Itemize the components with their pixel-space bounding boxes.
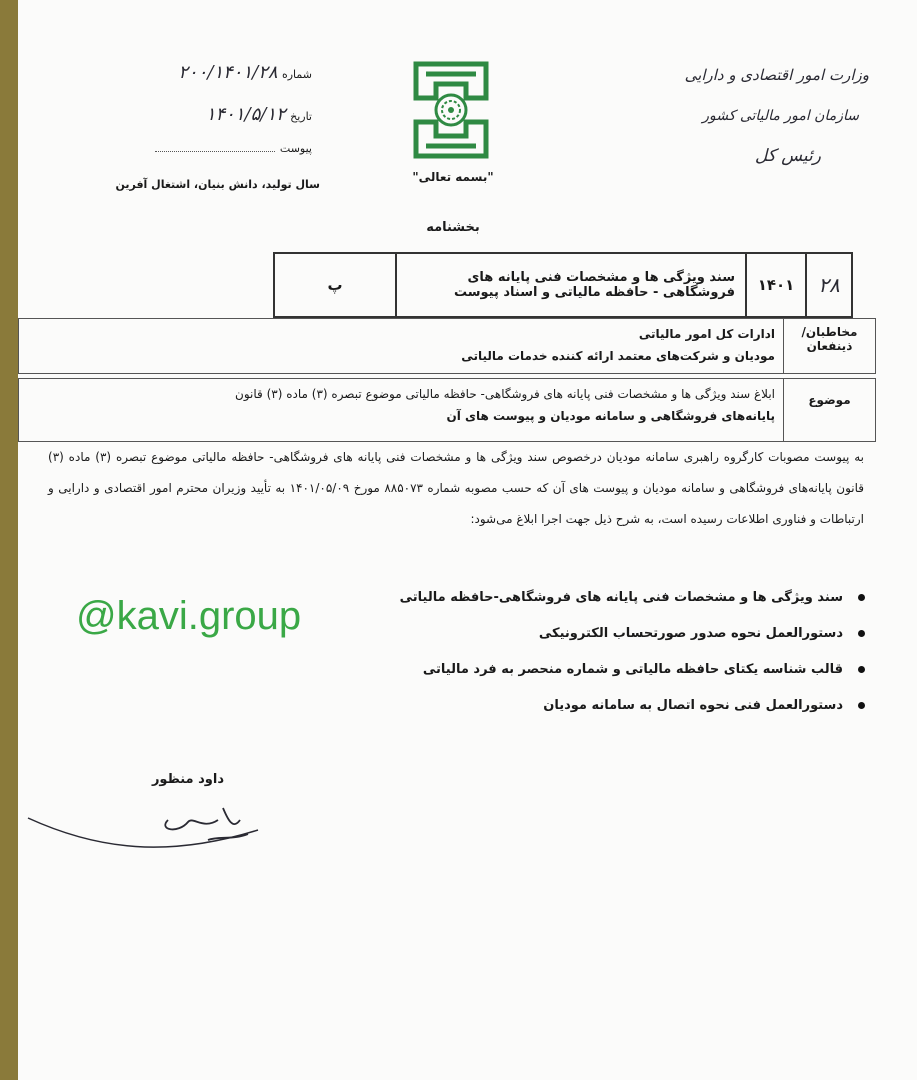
circular-number: ۲۸ bbox=[805, 254, 851, 316]
subject-line-1: ابلاغ سند ویژگی ها و مشخصات فنی پایانه های فروشگاهی- حافظه مالیاتی موضوع تبصره (۳) ماده (۳) قانون bbox=[235, 387, 775, 401]
subject-label: موضوع bbox=[783, 379, 875, 441]
attachment-list bbox=[305, 586, 865, 730]
list-item: دستورالعمل نحوه صدور صورتحساب الکترونیکی bbox=[305, 622, 865, 658]
recipients-line-1: ادارات کل امور مالیاتی bbox=[638, 327, 775, 341]
subject-row bbox=[18, 378, 876, 442]
circular-attachment-code: پ bbox=[327, 276, 343, 294]
date-label: تاریخ bbox=[290, 110, 312, 123]
date-value: ۱۴۰۱/۵/۱۲ bbox=[205, 104, 286, 125]
letter-number bbox=[82, 62, 312, 83]
recipients-label: مخاطبان/ ذینفعان bbox=[783, 319, 875, 373]
subject-value bbox=[45, 383, 775, 427]
letter-attachment bbox=[82, 140, 312, 156]
subject-line-2: پایانه‌های فروشگاهی و سامانه مودیان و پیوست های آن bbox=[446, 409, 775, 423]
signer-name: داود منظور bbox=[151, 772, 224, 787]
recipients-value bbox=[45, 323, 775, 367]
circular-year: ۱۴۰۱ bbox=[745, 254, 805, 316]
tax-organization-logo bbox=[410, 58, 492, 162]
list-item: دستورالعمل فنی نحوه اتصال به سامانه مودیان bbox=[305, 694, 865, 730]
circular-title: بخشنامه bbox=[426, 220, 480, 235]
circular-header-table bbox=[273, 252, 853, 318]
number-value: ۲۰۰/۱۴۰۱/۲۸ bbox=[178, 62, 278, 83]
organization-name: سازمان امور مالیاتی کشور bbox=[702, 108, 859, 124]
recipients-line-2: مودیان و شرکت‌های معتمد ارائه کننده خدمات مالیاتی bbox=[461, 349, 775, 363]
document-page bbox=[18, 0, 917, 1080]
list-item: سند ویژگی ها و مشخصات فنی پایانه های فروشگاهی-حافظه مالیاتی bbox=[305, 586, 865, 622]
watermark-text: @kavi.group bbox=[76, 594, 302, 638]
year-slogan: سال تولید، دانش بنیان، اشتغال آفرین bbox=[115, 178, 320, 191]
circular-subject-title: سند ویژگی ها و مشخصات فنی پایانه های فروشگاهی - حافظه مالیاتی و اسناد پیوست bbox=[395, 254, 745, 316]
attachment-dotted-line bbox=[155, 141, 275, 152]
body-paragraph: به پیوست مصوبات کارگروه راهبری سامانه مودیان درخصوص سند ویژگی ها و مشخصات فنی پایانه های فروشگاهی- حافظه مالیاتی موضوع تبصره (۳) ماده (۳) قانون پایانه‌های فروشگاهی و سامانه مودیان و پیوست های آن که حسب مصوبه شماره ۸۸۵۰۷۳ مورخ ۱۴۰۱/۰۵/۰۹ به تأیید وزیران محترم امور اقتصادی و دارایی و ارتباطات و فناوری اطلاعات رسیده است، به شرح ذیل جهت اجرا ابلاغ می‌شود: bbox=[48, 450, 864, 526]
basmala: "بسمه تعالی" bbox=[412, 170, 494, 184]
list-item: قالب شناسه یکتای حافظه مالیاتی و شماره منحصر به فرد مالیاتی bbox=[305, 658, 865, 694]
letter-date bbox=[82, 104, 312, 125]
ministry-name: وزارت امور اقتصادی و دارایی bbox=[684, 66, 869, 84]
number-label: شماره bbox=[281, 68, 312, 81]
attachment-label: پیوست bbox=[279, 142, 312, 155]
recipients-row bbox=[18, 318, 876, 374]
signature-scribble bbox=[18, 790, 318, 870]
chief-title: رئیس کل bbox=[754, 146, 821, 166]
